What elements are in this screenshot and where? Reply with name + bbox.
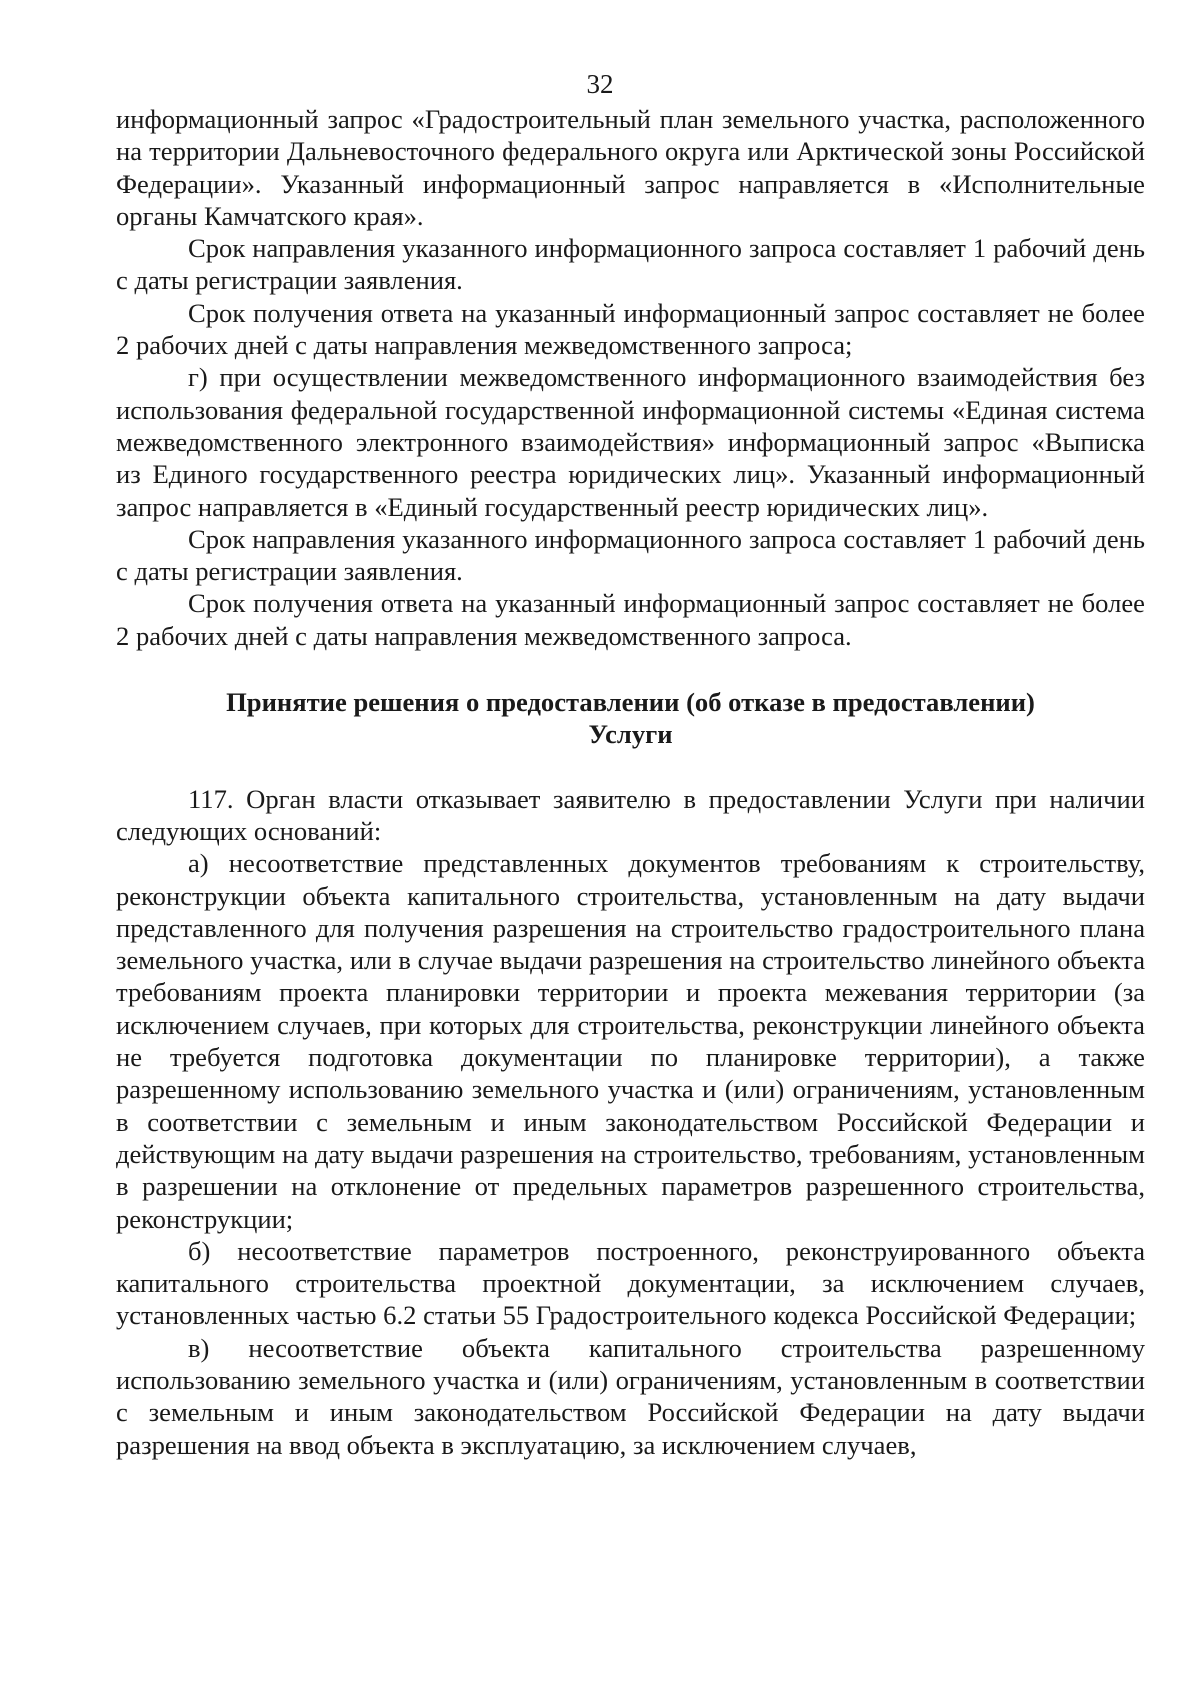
section-heading-line: Принятие решения о предоставлении (об отказе в предоставлении) — [226, 687, 1035, 718]
paragraph: в) несоответствие объекта капитального строительства разрешенному использованию земельного участка и (или) ограничениям, установленным в соответствии с земельным и иным законодательством Российской Федерации на дату выдачи разрешения на ввод объекта в эксплуатацию, за исключением случаев, — [116, 1332, 1145, 1460]
paragraph: г) при осуществлении межведомственного информационного взаимодействия без использования федеральной государственной информационной системы «Единая система межведомственного электронного взаимодействия» информационный запрос «Выписка из Единого государственного реестра юридических лиц». Указанный информационный запрос направляется в «Единый государственный реестр юридических лиц». — [116, 362, 1145, 522]
paragraph: а) несоответствие представленных документов требованиям к строительству, реконструкции объекта капитального строительства, установленным на дату выдачи представленного для получения разрешения на строительство градостроительного плана земельного участка, или в случае выдачи разрешения на строительство линейного объекта требованиям проекта планировки территории и проекта межевания территории (за исключением случаев, при которых для строительства, реконструкции линейного объекта не требуется подготовка документации по планировке территории), а также разрешенному использованию земельного участка и (или) ограничениям, установленным в соответствии с земельным и иным законодательством Российской Федерации и действующим на дату выдачи разрешения на строительство, требованиям, установленным в разрешении на отклонение от предельных параметров разрешенного строительства, реконструкции; — [116, 848, 1145, 1234]
document-body — [116, 103, 1145, 1461]
paragraph: б) несоответствие параметров построенного, реконструированного объекта капитального строительства проектной документации, за исключением случаев, установленных частью 6.2 статьи 55 Градостроительного кодекса Российской Федерации; — [116, 1235, 1145, 1331]
paragraph: Срок получения ответа на указанный информационный запрос составляет не более 2 рабочих дней с даты направления межведомственного запроса; — [116, 297, 1145, 361]
section-heading — [116, 686, 1145, 751]
page-number: 32 — [586, 69, 614, 99]
paragraph: Срок получения ответа на указанный информационный запрос составляет не более 2 рабочих дней с даты направления межведомственного запроса. — [116, 588, 1145, 651]
section-heading-line: Услуги — [588, 719, 673, 750]
paragraph: Срок направления указанного информационного запроса составляет 1 рабочий день с даты регистрации заявления. — [116, 523, 1145, 587]
paragraph: 117. Орган власти отказывает заявителю в предоставлении Услуги при наличии следующих оснований: — [116, 783, 1145, 846]
paragraph: Срок направления указанного информационного запроса составляет 1 рабочий день с даты регистрации заявления. — [116, 233, 1145, 296]
paragraph: информационный запрос «Градостроительный план земельного участка, расположенного на территории Дальневосточного федерального округа или Арктической зоны Российской Федерации». Указанный информационный запрос направляется в «Исполнительные органы Камчатского края». — [116, 104, 1145, 231]
